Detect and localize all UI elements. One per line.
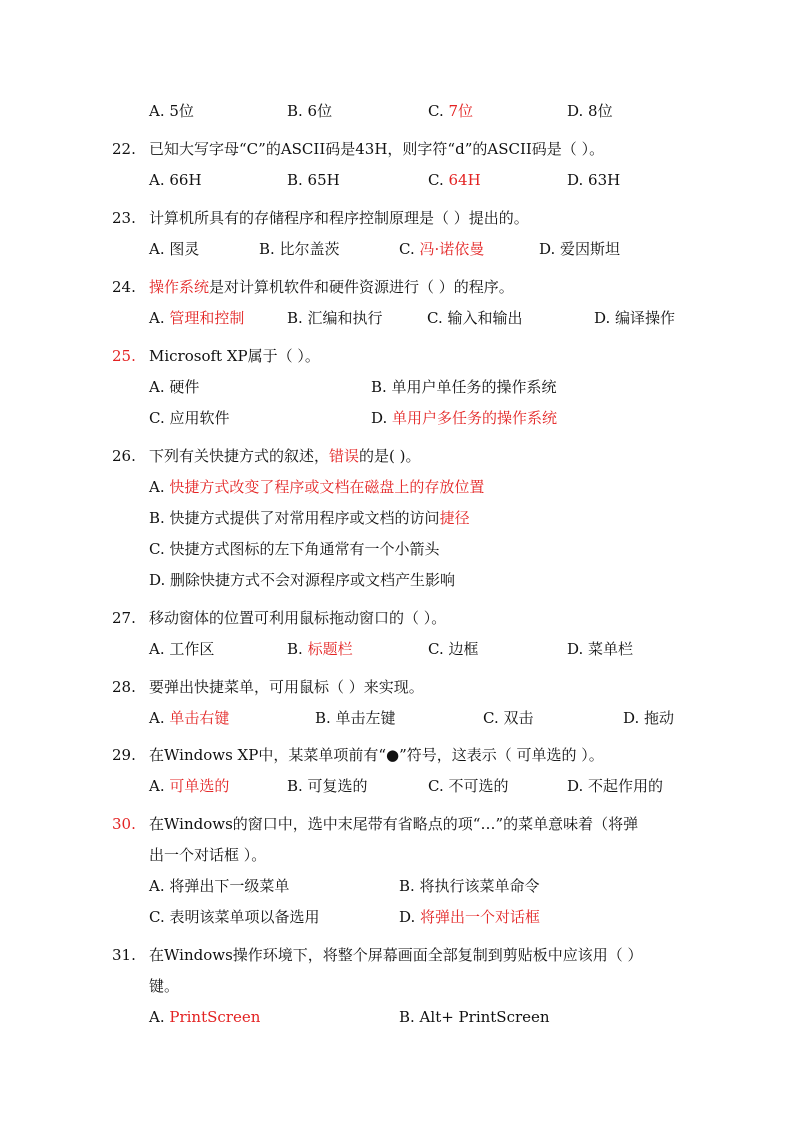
option-a: A. 5位 (149, 102, 194, 120)
question-text: 在Windows的窗口中，选中末尾带有省略点的项“…”的菜单意味着（将弹 (149, 815, 639, 833)
option-a: A. 工作区 (149, 640, 215, 658)
question-24-stem (0, 277, 794, 297)
option-b: B. 标题栏 (287, 640, 353, 658)
question-text: Microsoft XP属于（ ）。 (149, 347, 320, 365)
question-23-options (0, 239, 794, 259)
question-text: 计算机所具有的存储程序和程序控制原理是（ ）提出的。 (149, 209, 529, 227)
question-text: 移动窗体的位置可利用鼠标拖动窗口的（ ）。 (149, 609, 447, 627)
question-text: 操作系统是对计算机软件和硬件资源进行（ ）的程序。 (149, 278, 514, 296)
question-text: 要弹出快捷菜单，可用鼠标（ ）来实现。 (149, 678, 424, 696)
option-c: C. 输入和输出 (427, 309, 523, 327)
question-30-options-row-2 (0, 907, 794, 927)
option-b: B. 单击左键 (315, 709, 396, 727)
question-number: 29. (112, 746, 136, 764)
question-text: 在Windows XP中，某菜单项前有“●”符号，这表示（ 可单选的 ）。 (149, 746, 604, 764)
option-c: C. 双击 (483, 709, 534, 727)
question-26-option-d: D. 删除快捷方式不会对源程序或文档产生影响 (149, 571, 456, 589)
question-26-option-a: A. 快捷方式改变了程序或文档在磁盘上的存放位置 (149, 478, 485, 496)
option-b: B. 可复选的 (287, 777, 368, 795)
option-d: D. 不起作用的 (567, 777, 664, 795)
option-a: A. 单击右键 (149, 709, 230, 727)
question-26-option-c: C. 快捷方式图标的左下角通常有一个小箭头 (149, 540, 440, 558)
question-number: 28. (112, 678, 136, 696)
option-c: C. 冯·诺依曼 (399, 240, 485, 258)
option-a: A. 管理和控制 (149, 309, 245, 327)
question-22-options (0, 170, 794, 190)
keyword-highlight: 操作系统 (149, 278, 210, 296)
question-28-stem (0, 677, 794, 697)
answer-highlight: 7位 (448, 102, 474, 120)
question-31-options (0, 1007, 794, 1027)
question-31-stem-line-2: 键。 (149, 977, 180, 995)
option-c: C. 边框 (428, 640, 479, 658)
question-22-stem (0, 139, 794, 159)
option-b: B. Alt+ PrintScreen (399, 1008, 550, 1026)
option-d: D. 8位 (567, 102, 613, 120)
question-27-stem (0, 608, 794, 628)
question-text: 在Windows操作环境下，将整个屏幕画面全部复制到剪贴板中应该用（ ） (149, 946, 643, 964)
answer-highlight: 单用户多任务的操作系统 (392, 409, 558, 427)
question-number: 27. (112, 609, 136, 627)
option-a: A. 将弹出下一级菜单 (149, 877, 290, 895)
question-text: 已知大写字母“C”的ASCII码是43H，则字符“d”的ASCII码是（ ）。 (149, 140, 605, 158)
answer-highlight: PrintScreen (169, 1008, 261, 1026)
answer-highlight: 可单选的 (169, 777, 230, 795)
option-b: B. 65H (287, 171, 340, 189)
option-b: B. 将执行该菜单命令 (399, 877, 540, 895)
option-d: D. 编译操作 (594, 309, 676, 327)
question-30-options-row-1 (0, 876, 794, 896)
question-number: 25. (112, 347, 136, 365)
question-23-stem (0, 208, 794, 228)
question-25-options-row-2 (0, 408, 794, 428)
question-number: 26. (112, 447, 136, 465)
option-c: C. 7位 (428, 102, 474, 120)
question-24-options (0, 308, 794, 328)
option-b: B. 6位 (287, 102, 333, 120)
question-30-stem-line-2: 出一个对话框 ）。 (149, 846, 267, 864)
question-21-options (0, 101, 794, 121)
question-27-options (0, 639, 794, 659)
question-text: 下列有关快捷方式的叙述，错误的是( )。 (149, 447, 421, 465)
answer-highlight: 64H (448, 171, 481, 189)
question-28-options (0, 708, 794, 728)
question-number: 23. (112, 209, 136, 227)
option-d: D. 63H (567, 171, 621, 189)
option-b: B. 单用户单任务的操作系统 (371, 378, 557, 396)
option-d: D. 单用户多任务的操作系统 (371, 409, 558, 427)
option-a: A. 硬件 (149, 378, 200, 396)
answer-highlight: 管理和控制 (169, 309, 245, 327)
answer-highlight: 冯·诺依曼 (419, 240, 485, 258)
question-number: 31. (112, 946, 136, 964)
question-29-stem (0, 745, 794, 765)
option-c: C. 表明该菜单项以备选用 (149, 908, 320, 926)
question-number: 22. (112, 140, 136, 158)
keyword-highlight: 捷径 (439, 509, 470, 527)
option-c: C. 应用软件 (149, 409, 230, 427)
question-25-options-row-1 (0, 377, 794, 397)
option-b: B. 汇编和执行 (287, 309, 383, 327)
option-b: B. 比尔盖茨 (259, 240, 340, 258)
keyword-highlight: 错误 (329, 447, 360, 465)
option-a: A. 66H (149, 171, 202, 189)
question-26-option-b: B. 快捷方式提供了对常用程序或文档的访问捷径 (149, 509, 470, 527)
option-d: D. 将弹出一个对话框 (399, 908, 541, 926)
question-number: 30. (112, 815, 136, 833)
question-31-stem (0, 945, 794, 965)
question-26-stem (0, 446, 794, 466)
question-number: 24. (112, 278, 136, 296)
answer-highlight: 标题栏 (307, 640, 353, 658)
option-a: A. PrintScreen (149, 1008, 261, 1026)
answer-highlight: 将弹出一个对话框 (420, 908, 541, 926)
option-d: D. 拖动 (623, 709, 675, 727)
question-29-options (0, 776, 794, 796)
option-a: A. 图灵 (149, 240, 200, 258)
answer-highlight: 单击右键 (169, 709, 230, 727)
answer-highlight: 快捷方式改变了程序或文档在磁盘上的存放位置 (169, 478, 485, 496)
option-c: C. 64H (428, 171, 481, 189)
option-d: D. 菜单栏 (567, 640, 634, 658)
question-25-stem (0, 346, 794, 366)
question-30-stem (0, 814, 794, 834)
option-a: A. 可单选的 (149, 777, 230, 795)
option-c: C. 不可选的 (428, 777, 509, 795)
option-d: D. 爱因斯坦 (539, 240, 621, 258)
